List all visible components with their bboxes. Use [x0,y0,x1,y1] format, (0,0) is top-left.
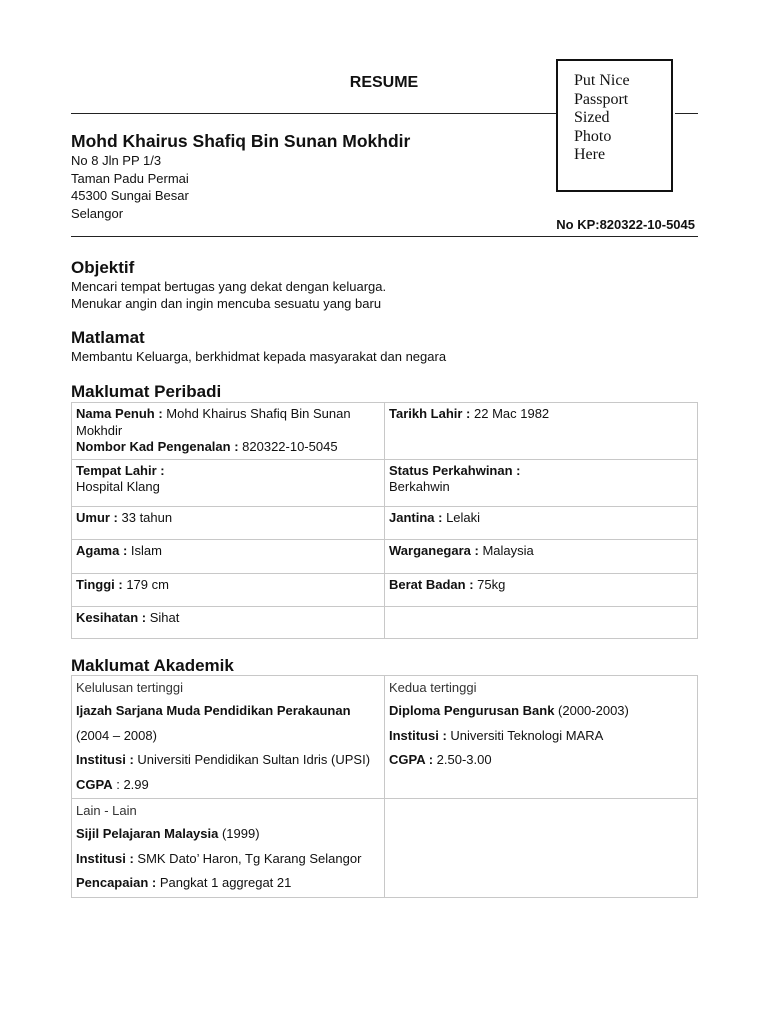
qualification-name: Sijil Pelajaran Malaysia [76,826,219,841]
photo-line: Photo [574,127,612,145]
field-value: Berkahwin [389,479,450,494]
section-heading-matlamat: Matlamat [71,328,145,347]
field-value: Pangkat 1 aggregat 21 [156,875,292,890]
candidate-name: Mohd Khairus Shafiq Bin Sunan Mokhdir [71,131,411,151]
qualification-name: Ijazah Sarjana Muda Pendidikan Perakaunan [76,703,351,718]
field-label: Umur : [76,509,118,525]
field-label: Agama : [76,542,128,558]
field-label: Tinggi : [76,576,123,592]
field-label: Nama Penuh : [76,406,163,421]
field-value: Universiti Teknologi MARA [446,727,604,743]
qualification-line [76,699,380,748]
qualification-caption: Lain - Lain [76,803,137,818]
personal-info-table [71,402,698,639]
table-cell [72,403,385,460]
table-cell [72,506,385,539]
section-heading-peribadi: Maklumat Peribadi [71,382,222,401]
table-cell [385,676,698,799]
page-title: RESUME [349,74,419,91]
field-label: Status Perkahwinan : [389,462,521,478]
field-value: Lelaki [442,509,481,525]
field-value: 33 tahun [117,509,173,525]
objektif-text [71,279,386,312]
photo-line: Passport [574,90,629,108]
field-value: Universiti Pendidikan Sultan Idris (UPSI) [133,752,371,767]
table-row [72,459,698,506]
field-label: Tarikh Lahir : [389,406,471,421]
table-row [72,799,698,898]
address-line: Selangor [71,205,124,221]
table-row [72,539,698,573]
table-cell [72,676,385,799]
qualification-line [389,699,693,724]
objektif-line: Menukar angin dan ingin mencuba sesuatu yang baru [71,295,382,311]
field-label: Berat Badan : [389,576,474,592]
table-row [72,573,698,606]
field-label: Institusi : [76,850,134,866]
institution-line [76,748,380,773]
address-line: No 8 Jln PP 1/3 [71,153,162,168]
field-label: Kesihatan : [76,609,147,625]
field-value: 22 Mac 1982 [470,406,550,421]
objektif-line: Mencari tempat bertugas yang dekat dengan keluarga. [71,279,387,294]
field-label: CGPA [76,776,113,792]
table-row [72,506,698,539]
field-value: 820322-10-5045 [238,439,338,454]
table-cell [72,799,385,898]
academic-table [71,675,698,898]
photo-line: Sized [574,109,610,126]
field-label: Institusi : [389,727,447,743]
id-number: No KP:820322-10-5045 [556,217,695,232]
cgpa-line [389,748,693,773]
qualification-years: (2000-2003) [554,703,629,718]
institution-line [389,724,693,749]
field-value: Islam [127,542,162,558]
photo-placeholder [556,59,673,192]
qualification-line [76,822,380,847]
qualification-years: (2004 – 2008) [76,727,157,743]
field-value: Hospital Klang [76,479,160,494]
address-block [71,152,189,222]
field-label: Institusi : [76,752,134,767]
divider [71,236,698,237]
divider [675,113,698,114]
field-value: Mohd Khairus Shafiq Bin Sunan Mokhdir [76,406,351,438]
table-cell [385,606,698,638]
table-row [72,676,698,799]
field-value: 179 cm [122,576,169,592]
cgpa-line [76,773,380,798]
table-cell [385,799,698,898]
field-value: 75kg [473,576,506,592]
photo-line: Put Nice [574,72,630,89]
table-cell [72,573,385,606]
table-cell [72,606,385,638]
field-label: Nombor Kad Pengenalan : [76,439,239,454]
field-label: Warganegara : [389,542,479,558]
photo-line: Here [574,146,606,163]
section-heading-objektif: Objektif [71,258,135,277]
divider [71,113,556,114]
section-heading-akademik: Maklumat Akademik [71,656,234,675]
table-cell [385,506,698,539]
table-row [72,403,698,460]
address-line: 45300 Sungai Besar [71,188,189,203]
field-value: 2.50-3.00 [433,752,492,767]
field-label: Jantina : [389,509,443,525]
field-value: : 2.99 [112,776,149,792]
field-value: Malaysia [478,542,534,558]
field-value: SMK Dato’ Haron, Tg Karang Selangor [133,850,362,866]
qualification-caption: Kedua tertinggi [389,680,477,695]
matlamat-text: Membantu Keluarga, berkhidmat kepada masyarakat dan negara [71,349,447,364]
achievement-line [76,871,380,896]
table-cell [72,459,385,506]
qualification-caption: Kelulusan tertinggi [76,680,183,695]
table-cell [385,459,698,506]
table-cell [385,539,698,573]
address-line: Taman Padu Permai [71,170,189,186]
institution-line [76,847,380,872]
table-cell [385,403,698,460]
table-cell [385,573,698,606]
field-label: Tempat Lahir : [76,462,165,478]
table-row [72,606,698,638]
table-cell [72,539,385,573]
qualification-name: Diploma Pengurusan Bank [389,703,555,718]
field-label: CGPA : [389,752,434,767]
qualification-years: (1999) [218,826,260,841]
field-label: Pencapaian : [76,875,157,890]
field-value: Sihat [146,609,180,625]
